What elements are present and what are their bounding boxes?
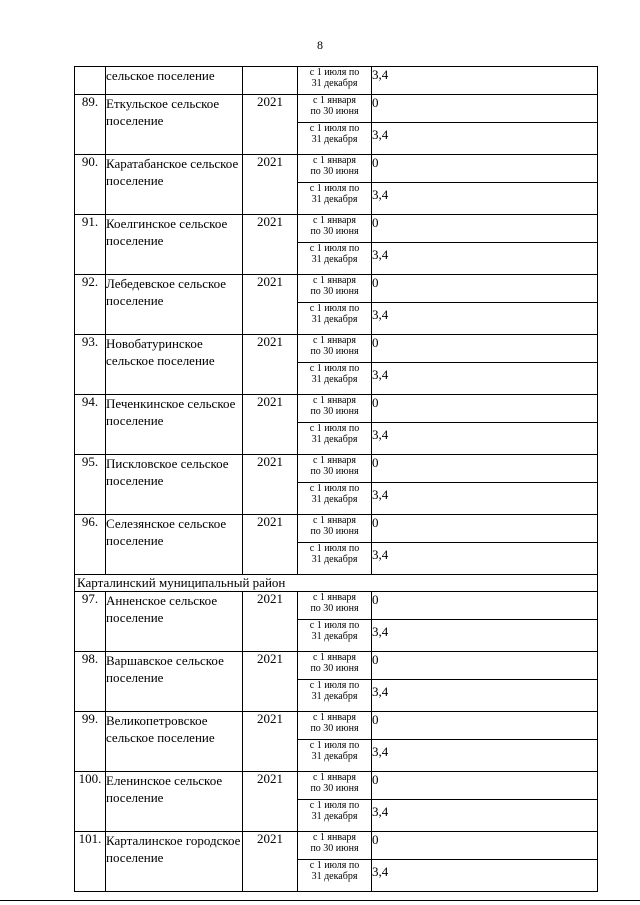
row-number: 92. <box>75 275 106 335</box>
settlement-name: Еленинское сельское поселение <box>106 772 243 832</box>
rate-cell: 3,4 <box>372 543 598 575</box>
period-line: 31 декабря <box>311 374 358 385</box>
period-line: с 1 июля по <box>309 303 360 314</box>
period-line: 31 декабря <box>311 554 358 565</box>
period-line: по 30 июня <box>310 466 359 477</box>
rate-cell: 3,4 <box>372 183 598 215</box>
period-line: 31 декабря <box>311 134 358 145</box>
period-cell <box>298 335 372 363</box>
row-number-cell <box>75 67 106 95</box>
period-line: с 1 июля по <box>309 860 360 871</box>
year-cell: 2021 <box>243 772 298 832</box>
period-line: по 30 июня <box>310 106 359 117</box>
period-line: 31 декабря <box>311 691 358 702</box>
period-cell <box>298 740 372 772</box>
rate-cell: 0 <box>372 772 598 800</box>
year-cell: 2021 <box>243 455 298 515</box>
period-cell <box>298 123 372 155</box>
year-cell: 2021 <box>243 95 298 155</box>
period-line: с 1 июля по <box>309 483 360 494</box>
row-number: 94. <box>75 395 106 455</box>
rate-cell: 0 <box>372 275 598 303</box>
row-number: 99. <box>75 712 106 772</box>
table-row <box>75 832 598 860</box>
period-line: с 1 июля по <box>309 423 360 434</box>
period-line: с 1 января <box>312 832 357 843</box>
settlement-name: Еткульское сельское поселение <box>106 95 243 155</box>
period-line: с 1 июля по <box>309 800 360 811</box>
period-line: с 1 июля по <box>309 183 360 194</box>
year-cell: 2021 <box>243 592 298 652</box>
district-header-row <box>75 575 598 592</box>
row-number: 91. <box>75 215 106 275</box>
period-line: по 30 июня <box>310 346 359 357</box>
row-number: 89. <box>75 95 106 155</box>
rate-cell: 0 <box>372 455 598 483</box>
period-line: с 1 января <box>312 455 357 466</box>
period-line: с 1 июля по <box>309 123 360 134</box>
settlement-name: Варшавское сельское поселение <box>106 652 243 712</box>
period-line: с 1 января <box>312 772 357 783</box>
period-cell <box>298 67 372 95</box>
table-row <box>75 335 598 363</box>
period-cell <box>298 275 372 303</box>
row-number: 96. <box>75 515 106 575</box>
rate-cell: 0 <box>372 712 598 740</box>
period-cell <box>298 652 372 680</box>
period-line: 31 декабря <box>311 871 358 882</box>
period-line: с 1 июля по <box>309 67 360 78</box>
period-cell <box>298 543 372 575</box>
table-row <box>75 772 598 800</box>
rate-cell: 0 <box>372 215 598 243</box>
table-row <box>75 95 598 123</box>
period-cell <box>298 680 372 712</box>
row-number: 100. <box>75 772 106 832</box>
settlement-name: Новобатуринское сельское поселение <box>106 335 243 395</box>
period-cell <box>298 423 372 455</box>
period-line: по 30 июня <box>310 526 359 537</box>
period-line: с 1 июля по <box>309 243 360 254</box>
period-line: 31 декабря <box>311 254 358 265</box>
row-number: 93. <box>75 335 106 395</box>
period-line: по 30 июня <box>310 843 359 854</box>
period-line: с 1 января <box>312 712 357 723</box>
period-line: с 1 июля по <box>309 680 360 691</box>
period-line: по 30 июня <box>310 226 359 237</box>
rate-cell: 0 <box>372 155 598 183</box>
table-row <box>75 652 598 680</box>
period-line: с 1 января <box>312 335 357 346</box>
rate-cell: 3,4 <box>372 483 598 515</box>
period-line: с 1 июля по <box>309 543 360 554</box>
period-line: по 30 июня <box>310 166 359 177</box>
period-line: по 30 июня <box>310 603 359 614</box>
year-cell: 2021 <box>243 395 298 455</box>
year-cell: 2021 <box>243 335 298 395</box>
rate-cell: 0 <box>372 395 598 423</box>
table-row <box>75 395 598 423</box>
period-cell <box>298 800 372 832</box>
period-cell <box>298 860 372 892</box>
page-number: 8 <box>317 38 323 52</box>
rate-cell: 3,4 <box>372 423 598 455</box>
settlement-name: Великопетровское сельское поселение <box>106 712 243 772</box>
settlement-name: сельское поселение <box>106 67 243 95</box>
settlement-name: Лебедевское сельское поселение <box>106 275 243 335</box>
period-line: с 1 января <box>312 155 357 166</box>
period-cell <box>298 772 372 800</box>
period-line: 31 декабря <box>311 811 358 822</box>
table-row <box>75 455 598 483</box>
table-row <box>75 155 598 183</box>
year-cell <box>243 67 298 95</box>
year-cell: 2021 <box>243 652 298 712</box>
row-number: 90. <box>75 155 106 215</box>
period-cell <box>298 155 372 183</box>
settlement-name: Печенкинское сельское поселение <box>106 395 243 455</box>
period-line: 31 декабря <box>311 194 358 205</box>
period-cell <box>298 515 372 543</box>
period-cell <box>298 215 372 243</box>
rates-table <box>74 66 598 892</box>
rates-table-body <box>75 67 598 892</box>
period-line: с 1 июля по <box>309 620 360 631</box>
period-line: с 1 января <box>312 275 357 286</box>
rate-cell: 0 <box>372 515 598 543</box>
period-line: с 1 января <box>312 395 357 406</box>
table-row <box>75 275 598 303</box>
period-line: 31 декабря <box>311 78 358 89</box>
table-row <box>75 592 598 620</box>
table-row <box>75 712 598 740</box>
settlement-name: Коелгинское сельское поселение <box>106 215 243 275</box>
period-cell <box>298 712 372 740</box>
rate-cell: 3,4 <box>372 123 598 155</box>
continuation-row <box>75 67 598 95</box>
period-cell <box>298 243 372 275</box>
page-bottom-rule <box>0 900 640 901</box>
period-cell <box>298 363 372 395</box>
period-cell <box>298 303 372 335</box>
rate-cell: 3,4 <box>372 620 598 652</box>
year-cell: 2021 <box>243 275 298 335</box>
period-line: по 30 июня <box>310 783 359 794</box>
settlement-name: Пискловское сельское поселение <box>106 455 243 515</box>
period-line: по 30 июня <box>310 723 359 734</box>
period-cell <box>298 620 372 652</box>
year-cell: 2021 <box>243 832 298 892</box>
period-line: с 1 января <box>312 592 357 603</box>
row-number: 97. <box>75 592 106 652</box>
year-cell: 2021 <box>243 712 298 772</box>
rate-cell: 0 <box>372 335 598 363</box>
period-line: по 30 июня <box>310 286 359 297</box>
period-line: 31 декабря <box>311 631 358 642</box>
year-cell: 2021 <box>243 215 298 275</box>
period-line: с 1 января <box>312 215 357 226</box>
period-cell <box>298 483 372 515</box>
period-line: 31 декабря <box>311 494 358 505</box>
rate-cell: 3,4 <box>372 680 598 712</box>
year-cell: 2021 <box>243 515 298 575</box>
period-cell <box>298 455 372 483</box>
period-line: с 1 января <box>312 95 357 106</box>
period-line: по 30 июня <box>310 663 359 674</box>
period-line: 31 декабря <box>311 434 358 445</box>
rate-cell: 0 <box>372 592 598 620</box>
rate-cell: 3,4 <box>372 243 598 275</box>
table-row <box>75 515 598 543</box>
rate-cell: 0 <box>372 832 598 860</box>
rate-cell: 3,4 <box>372 67 598 95</box>
row-number: 101. <box>75 832 106 892</box>
settlement-name: Селезянское сельское поселение <box>106 515 243 575</box>
district-name: Карталинский муниципальный район <box>75 575 598 592</box>
period-line: с 1 января <box>312 515 357 526</box>
table-row <box>75 215 598 243</box>
rate-cell: 0 <box>372 95 598 123</box>
period-line: с 1 января <box>312 652 357 663</box>
period-cell <box>298 95 372 123</box>
rate-cell: 3,4 <box>372 363 598 395</box>
rate-cell: 3,4 <box>372 740 598 772</box>
settlement-name: Каратабанское сельское поселение <box>106 155 243 215</box>
rate-cell: 3,4 <box>372 860 598 892</box>
row-number: 98. <box>75 652 106 712</box>
rate-cell: 3,4 <box>372 800 598 832</box>
period-cell <box>298 592 372 620</box>
settlement-name: Карталинское городское поселение <box>106 832 243 892</box>
period-cell <box>298 183 372 215</box>
period-line: с 1 июля по <box>309 740 360 751</box>
row-number: 95. <box>75 455 106 515</box>
rate-cell: 0 <box>372 652 598 680</box>
settlement-name: Анненское сельское поселение <box>106 592 243 652</box>
period-cell <box>298 832 372 860</box>
period-line: 31 декабря <box>311 314 358 325</box>
period-cell <box>298 395 372 423</box>
period-line: 31 декабря <box>311 751 358 762</box>
period-line: с 1 июля по <box>309 363 360 374</box>
period-line: по 30 июня <box>310 406 359 417</box>
year-cell: 2021 <box>243 155 298 215</box>
rate-cell: 3,4 <box>372 303 598 335</box>
